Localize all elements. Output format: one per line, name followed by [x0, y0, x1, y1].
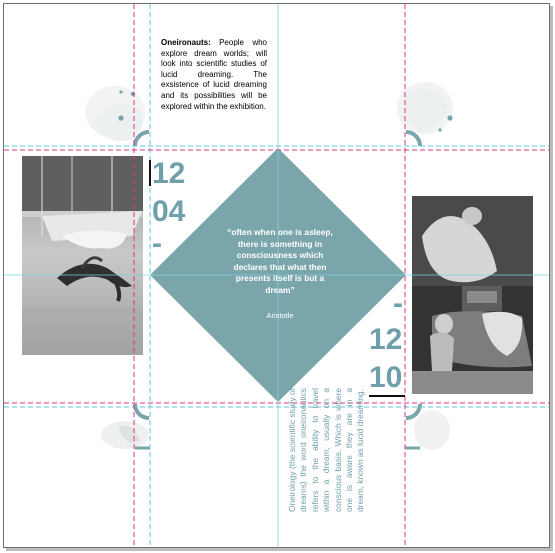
quote-author: Aristotle — [266, 311, 294, 320]
start-date-day: 12 — [152, 157, 186, 190]
end-date-dash: - — [393, 287, 403, 320]
end-date-rule — [369, 395, 405, 397]
oneirology-paragraph: Oneirology (the scientific study of dreams) the word oneironautics refers to the ability to travel within a dream, usually on a conscious basis. Which is where one is aware they are in a dream, known as lucid dreaming. — [287, 388, 366, 512]
end-date-month: 10 — [369, 361, 403, 394]
intro-paragraph — [161, 38, 267, 112]
start-date-dash: - — [152, 227, 162, 260]
intro-text: People who explore dream worlds; will look into scientific studies of lucid dreaming. The exsistence of lucid dreaming and its possibilities will be explored within the exhibition. — [161, 38, 267, 111]
intro-term: Oneironauts: — [161, 38, 211, 47]
start-date-month: 04 — [152, 195, 186, 228]
start-date-rule — [149, 160, 151, 186]
end-date-day: 12 — [369, 323, 403, 356]
quote-text: “often when one is asleep, there is something in consciousness which declares that what then presents itself is but a dream” — [227, 227, 333, 295]
